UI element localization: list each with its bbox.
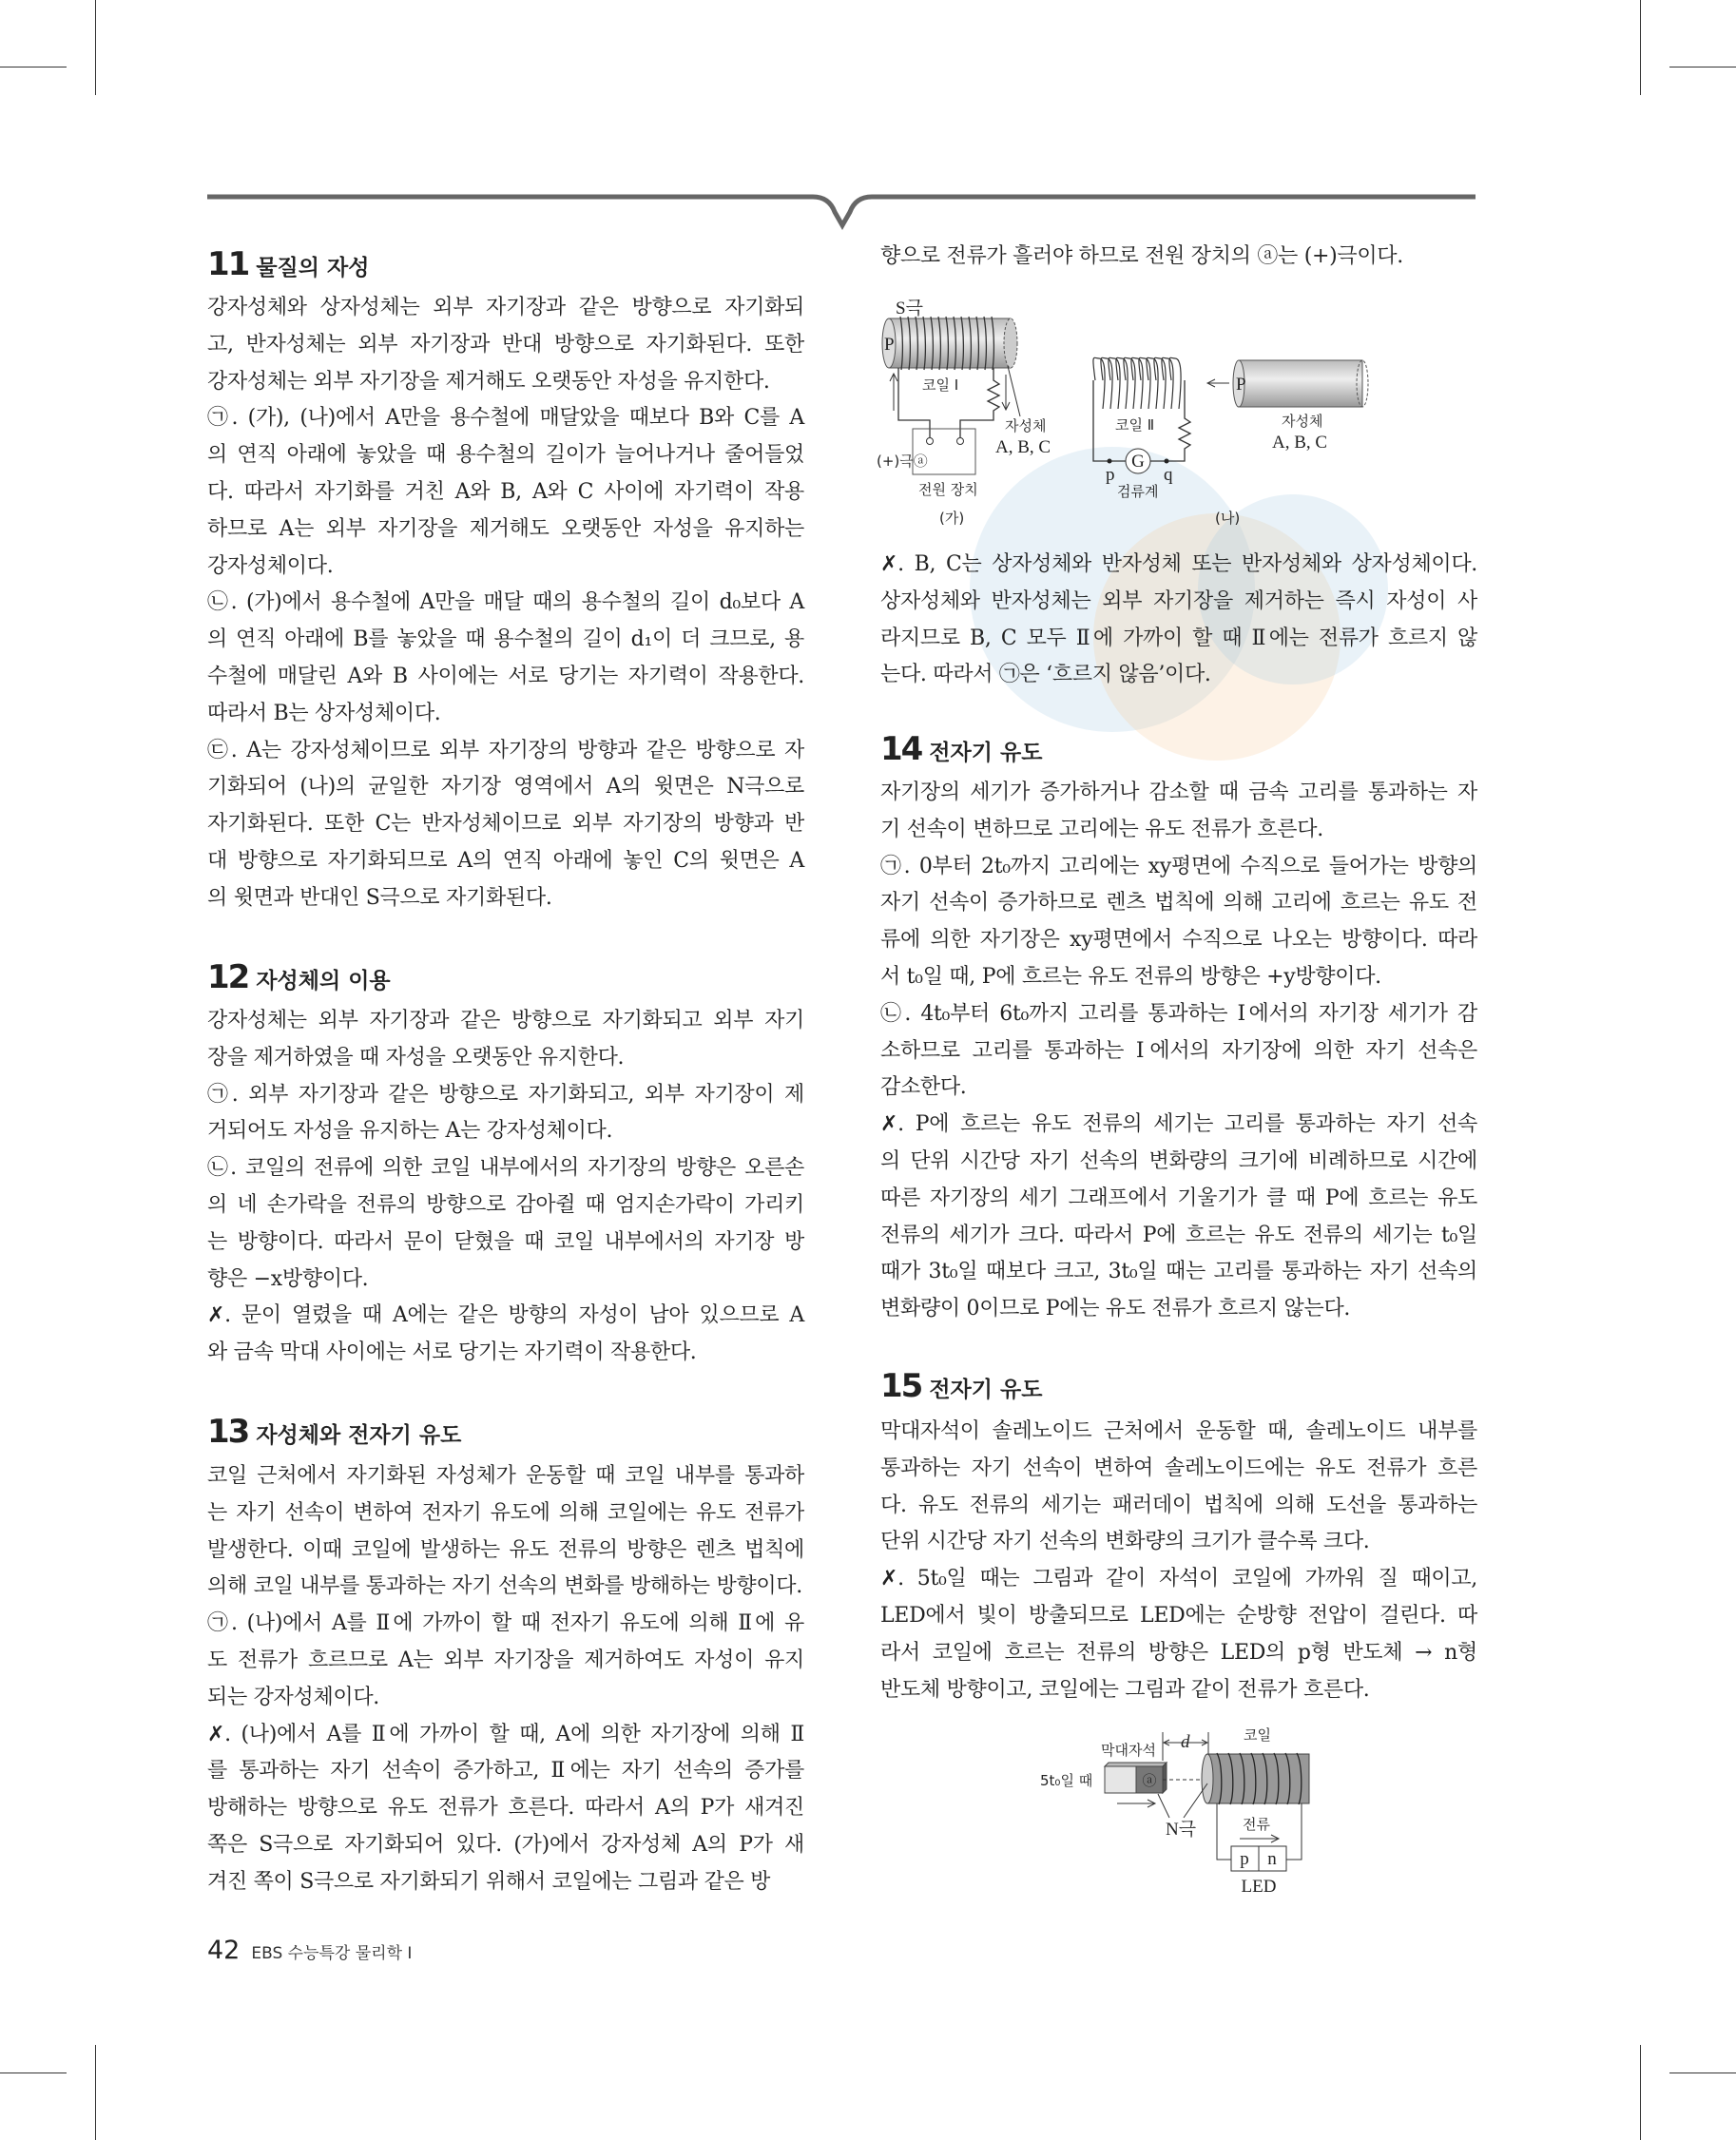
terminal <box>957 438 964 445</box>
section-13-continuation <box>880 239 1477 276</box>
winding <box>1162 357 1173 409</box>
figure-label-a: (가) <box>939 510 965 527</box>
text-line: LED에서 빛이 방출되므로 LED에는 순방향 전압이 걸린다. 따 <box>880 1603 1477 1628</box>
text-line: 향으로 전류가 흘러야 하므로 전원 장치의 ⓐ는 (+)극이다. <box>880 244 1403 268</box>
text-line: 단위 시간당 자기 선속의 변화량의 크기가 클수록 크다. <box>880 1530 1370 1554</box>
text-line: 자기 선속이 증가하므로 렌츠 법칙에 의해 고리에 흐르는 유도 전 <box>880 891 1477 916</box>
text-line: 와 금속 막대 사이에는 서로 당기는 자기력이 작용한다. <box>207 1340 697 1365</box>
text-line: ㉡. (가)에서 용수철에 A만을 매달 때의 용수철의 길이 d₀보다 A <box>207 590 804 615</box>
magnet-cylinder <box>1233 360 1368 407</box>
text-line: 서 t₀일 때, P에 흐르는 유도 전류의 방향은 +y방향이다. <box>880 964 1381 989</box>
magnet-label: 자성체 <box>1282 413 1323 430</box>
section-title: 자성체와 전자기 유도 <box>256 1423 462 1448</box>
section-heading-13 <box>207 1413 461 1451</box>
power-supply-label: 전원 장치 <box>918 481 978 498</box>
winding <box>1169 357 1181 409</box>
text-line: 를 통과하는 자기 선속이 증가하고, Ⅱ에는 자기 선속의 증가를 <box>207 1759 804 1783</box>
crop-mark <box>95 2045 96 2140</box>
text-line: 따른 자기장의 세기 그래프에서 기울기가 클 때 P에 흐르는 유도 <box>880 1186 1477 1210</box>
section-title: 전자기 유도 <box>929 1378 1043 1402</box>
text-line: 라지므로 B, C 모두 Ⅱ에 가까이 할 때 Ⅱ에는 전류가 흐르지 않 <box>880 626 1477 650</box>
text-line: 의 단위 시간당 자기 선속의 변화량의 크기에 비례하므로 시간에 <box>880 1148 1477 1173</box>
text-line: 방해하는 방향으로 유도 전류가 흐른다. 따라서 A의 P가 새겨진 <box>207 1796 804 1821</box>
figure-15-diagram <box>1027 1711 1331 1911</box>
text-line: 향은 −x방향이다. <box>207 1266 369 1291</box>
winding <box>1154 357 1166 409</box>
section-13-body <box>207 1458 804 1901</box>
book-title: EBS 수능특강 물리학 Ⅰ <box>251 1944 413 1963</box>
coil-1-label: 코일 Ⅰ <box>922 376 959 394</box>
p-label: p <box>1106 465 1115 485</box>
time-label: 5t₀일 때 <box>1040 1772 1093 1789</box>
winding <box>1101 357 1112 409</box>
text-line: ㉡. 4t₀부터 6t₀까지 고리를 통과하는 Ⅰ에서의 자기장 세기가 감 <box>880 1001 1477 1026</box>
current-arrow-down <box>1002 375 1010 410</box>
current-label: 전류 <box>1243 1816 1270 1833</box>
section-heading-14 <box>880 730 1042 768</box>
section-heading-15 <box>880 1367 1042 1405</box>
winding <box>1124 357 1135 409</box>
section-13-conclusion <box>880 547 1477 694</box>
text-line: 상자성체와 반자성체는 외부 자기장을 제거하는 즉시 자성이 사 <box>880 588 1477 613</box>
a-mark: ⓐ <box>1142 1772 1157 1789</box>
winding <box>1109 357 1120 409</box>
section-number: 13 <box>207 1413 249 1451</box>
text-line: 강자성체는 외부 자기장을 제거해도 오랫동안 자성을 유지한다. <box>207 369 770 394</box>
section-14-body <box>880 775 1477 1328</box>
text-line: 류에 의한 자기장은 xy평면에서 수직으로 나오는 방향이다. 따라 <box>880 928 1477 953</box>
terminal <box>927 438 934 445</box>
plus-pole-label: (+)극ⓐ <box>877 453 928 470</box>
q-label: q <box>1164 465 1173 485</box>
text-line: 장을 제거하였을 때 자성을 오랫동안 유지한다. <box>207 1045 625 1070</box>
text-line: 의 연직 아래에 놓았을 때 용수철의 길이가 늘어나거나 줄어들었 <box>207 443 804 468</box>
text-line: 자기장의 세기가 증가하거나 감소할 때 금속 고리를 통과하는 자 <box>880 781 1477 804</box>
galvanometer-g: G <box>1131 452 1145 472</box>
text-line: ✗. 문이 열렸을 때 A에는 같은 방향의 자성이 남아 있으므로 A <box>207 1303 804 1328</box>
text-line: 때가 3t₀일 때보다 크고, 3t₀일 때는 고리를 통과하는 자기 선속의 <box>880 1260 1477 1284</box>
section-heading-11 <box>207 245 369 283</box>
figure-13-diagram <box>875 276 1483 542</box>
magnets-label: A, B, C <box>995 437 1051 457</box>
figure-label-b: (나) <box>1215 510 1241 527</box>
section-number: 11 <box>207 245 249 283</box>
s-pole-label: S극 <box>896 299 923 318</box>
text-line: 따라서 B는 상자성체이다. <box>207 701 441 725</box>
section-title: 자성체의 이용 <box>256 969 391 993</box>
p-mark: P <box>884 335 895 355</box>
winding <box>1139 357 1150 409</box>
text-line: 겨진 쪽이 S극으로 자기화되기 위해서 코일에는 그림과 같은 방 <box>207 1869 771 1894</box>
top-rule <box>0 185 1736 233</box>
page-footer <box>207 1936 412 1965</box>
text-line: ✗. B, C는 상자성체와 반자성체 또는 반자성체와 상자성체이다. <box>880 552 1477 576</box>
text-line: ㉠. (가), (나)에서 A만을 용수철에 매달았을 때보다 B와 C를 A <box>207 406 804 431</box>
text-line: 하므로 A는 외부 자기장을 제거해도 오랫동안 자성을 유지하는 <box>207 516 804 541</box>
n-pole-label: N극 <box>1166 1820 1197 1840</box>
section-11-body <box>207 290 804 917</box>
led-n: n <box>1267 1849 1277 1869</box>
coil-2-label: 코일 Ⅱ <box>1115 416 1155 434</box>
text-line: 전류의 세기가 크다. 따라서 P에 흐르는 유도 전류의 세기는 t₀일 <box>880 1223 1477 1247</box>
coil-label: 코일 <box>1244 1726 1271 1744</box>
text-line: 통과하는 자기 선속이 변하여 솔레노이드에는 유도 전류가 흐른 <box>880 1456 1477 1480</box>
section-title: 물질의 자성 <box>256 256 370 280</box>
text-line: 는 방향이다. 따라서 문이 닫혔을 때 코일 내부에서의 자기장 방 <box>207 1229 804 1254</box>
motion-arrow <box>1117 1800 1155 1807</box>
text-line: 라서 코일에 흐르는 전류의 방향은 LED의 p형 반도체 → n형 <box>880 1640 1477 1665</box>
section-number: 12 <box>207 958 249 996</box>
text-line: ✗. P에 흐르는 유도 전류의 세기는 고리를 통과하는 자기 선속 <box>880 1112 1477 1137</box>
winding <box>1116 357 1128 409</box>
text-line: 고, 반자성체는 외부 자기장과 반대 방향으로 자기화된다. 또한 <box>207 332 804 357</box>
text-line: 막대자석이 솔레노이드 근처에서 운동할 때, 솔레노이드 내부를 <box>880 1419 1477 1443</box>
text-line: 강자성체와 상자성체는 외부 자기장과 같은 방향으로 자기화되 <box>207 296 804 319</box>
p-mark: P <box>1236 375 1246 395</box>
point-p <box>1108 459 1112 464</box>
crop-mark <box>95 0 96 95</box>
winding <box>1093 357 1105 409</box>
leader-line <box>1008 366 1020 416</box>
text-line: ㉢. A는 강자성체이므로 외부 자기장의 방향과 같은 방향으로 자 <box>207 738 804 762</box>
text-line: 반도체 방향이고, 코일에는 그림과 같이 전류가 흐른다. <box>880 1677 1370 1702</box>
text-line: 강자성체는 외부 자기장과 같은 방향으로 자기화되고 외부 자기 <box>207 1009 804 1032</box>
coil-2-windings <box>1093 357 1181 409</box>
text-line: 는다. 따라서 ㉠은 ‘흐르지 않음’이다. <box>880 663 1211 687</box>
text-line: ㉠. 0부터 2t₀까지 고리에는 xy평면에 수직으로 들어가는 방향의 <box>880 854 1477 878</box>
text-line: 는 자기 선속이 변하여 전자기 유도에 의해 코일에는 유도 전류가 <box>207 1500 804 1525</box>
current-arrow-up <box>890 374 897 411</box>
bar-magnet-label: 막대자석 <box>1101 1742 1156 1759</box>
text-line: 기 선속이 변하므로 고리에는 유도 전류가 흐른다. <box>880 817 1323 841</box>
galvanometer-label: 검류계 <box>1117 483 1159 500</box>
section-number: 14 <box>880 730 922 768</box>
text-line: ✗. (나)에서 A를 Ⅱ에 가까이 할 때, A에 의한 자기장에 의해 Ⅱ <box>207 1722 804 1746</box>
text-line: 쪽은 S극으로 자기화되어 있다. (가)에서 강자성체 A의 P가 새 <box>207 1832 804 1857</box>
text-line: 도 전류가 흐르므로 A는 외부 자기장을 제거하여도 자성이 유지 <box>207 1648 804 1672</box>
motion-arrow <box>1207 379 1229 387</box>
text-line: 변화량이 0이므로 P에는 유도 전류가 흐르지 않는다. <box>880 1297 1351 1321</box>
text-line: 코일 근처에서 자기화된 자성체가 운동할 때 코일 내부를 통과하 <box>207 1464 804 1488</box>
text-line: 의 네 손가락을 전류의 방향으로 감아쥘 때 엄지손가락이 가리키 <box>207 1192 804 1217</box>
winding <box>1147 357 1158 409</box>
text-line: 발생한다. 이때 코일에 발생하는 유도 전류의 방향은 렌츠 법칙에 <box>207 1537 804 1562</box>
section-15-body <box>880 1414 1477 1708</box>
crop-mark <box>1640 0 1641 95</box>
section-title: 전자기 유도 <box>929 741 1043 765</box>
text-line: 수철에 매달린 A와 B 사이에는 서로 당기는 자기력이 작용한다. <box>207 664 804 688</box>
text-line: 대 방향으로 자기화되므로 A의 연직 아래에 놓인 C의 윗면은 A <box>207 848 804 873</box>
led-label: LED <box>1241 1877 1277 1897</box>
text-line: ㉡. 코일의 전류에 의한 코일 내부에서의 자기장의 방향은 오른손 <box>207 1156 804 1181</box>
text-line: 다. 따라서 자기화를 거친 A와 B, A와 C 사이에 자기력이 작용 <box>207 479 804 504</box>
section-12-body <box>207 1003 804 1372</box>
point-q <box>1165 459 1169 464</box>
text-line: 의 윗면과 반대인 S극으로 자기화된다. <box>207 885 552 910</box>
text-line: 기화되어 (나)의 균일한 자기장 영역에서 A의 윗면은 N극으로 <box>207 775 804 800</box>
magnets-label: A, B, C <box>1272 433 1328 453</box>
text-line: 되는 강자성체이다. <box>207 1685 380 1709</box>
text-line: 다. 유도 전류의 세기는 패러데이 법칙에 의해 도선을 통과하는 <box>880 1493 1477 1517</box>
section-heading-12 <box>207 958 391 996</box>
text-line: 의 연직 아래에 B를 놓았을 때 용수철의 길이 d₁이 더 크므로, 용 <box>207 627 804 652</box>
magnet-label: 자성체 <box>1005 417 1047 434</box>
text-line: 자기화된다. 또한 C는 반자성체이므로 외부 자기장의 방향과 반 <box>207 812 804 837</box>
text-line: ㉠. 외부 자기장과 같은 방향으로 자기화되고, 외부 자기장이 제 <box>207 1082 804 1107</box>
current-arrow <box>1240 1835 1279 1842</box>
text-line: 강자성체이다. <box>207 553 334 578</box>
text-line: ✗. 5t₀일 때는 그림과 같이 자석이 코일에 가까워 질 때이고, <box>880 1567 1477 1591</box>
page-number: 42 <box>207 1936 241 1965</box>
text-line: ㉠. (나)에서 A를 Ⅱ에 가까이 할 때 전자기 유도에 의해 Ⅱ에 유 <box>207 1611 804 1636</box>
text-line: 의해 코일 내부를 통과하는 자기 선속의 변화를 방해하는 방향이다. <box>207 1574 802 1599</box>
text-line: 소하므로 고리를 통과하는 Ⅰ에서의 자기장에 의한 자기 선속은 <box>880 1038 1477 1063</box>
text-line: 감소한다. <box>880 1075 967 1100</box>
section-number: 15 <box>880 1367 922 1405</box>
winding <box>1131 357 1143 409</box>
led-p: p <box>1240 1849 1249 1869</box>
bar-magnet <box>1105 1763 1167 1793</box>
d-label: d <box>1181 1732 1190 1752</box>
text-line: 거되어도 자성을 유지하는 A는 강자성체이다. <box>207 1119 613 1144</box>
crop-mark <box>1640 2045 1641 2140</box>
